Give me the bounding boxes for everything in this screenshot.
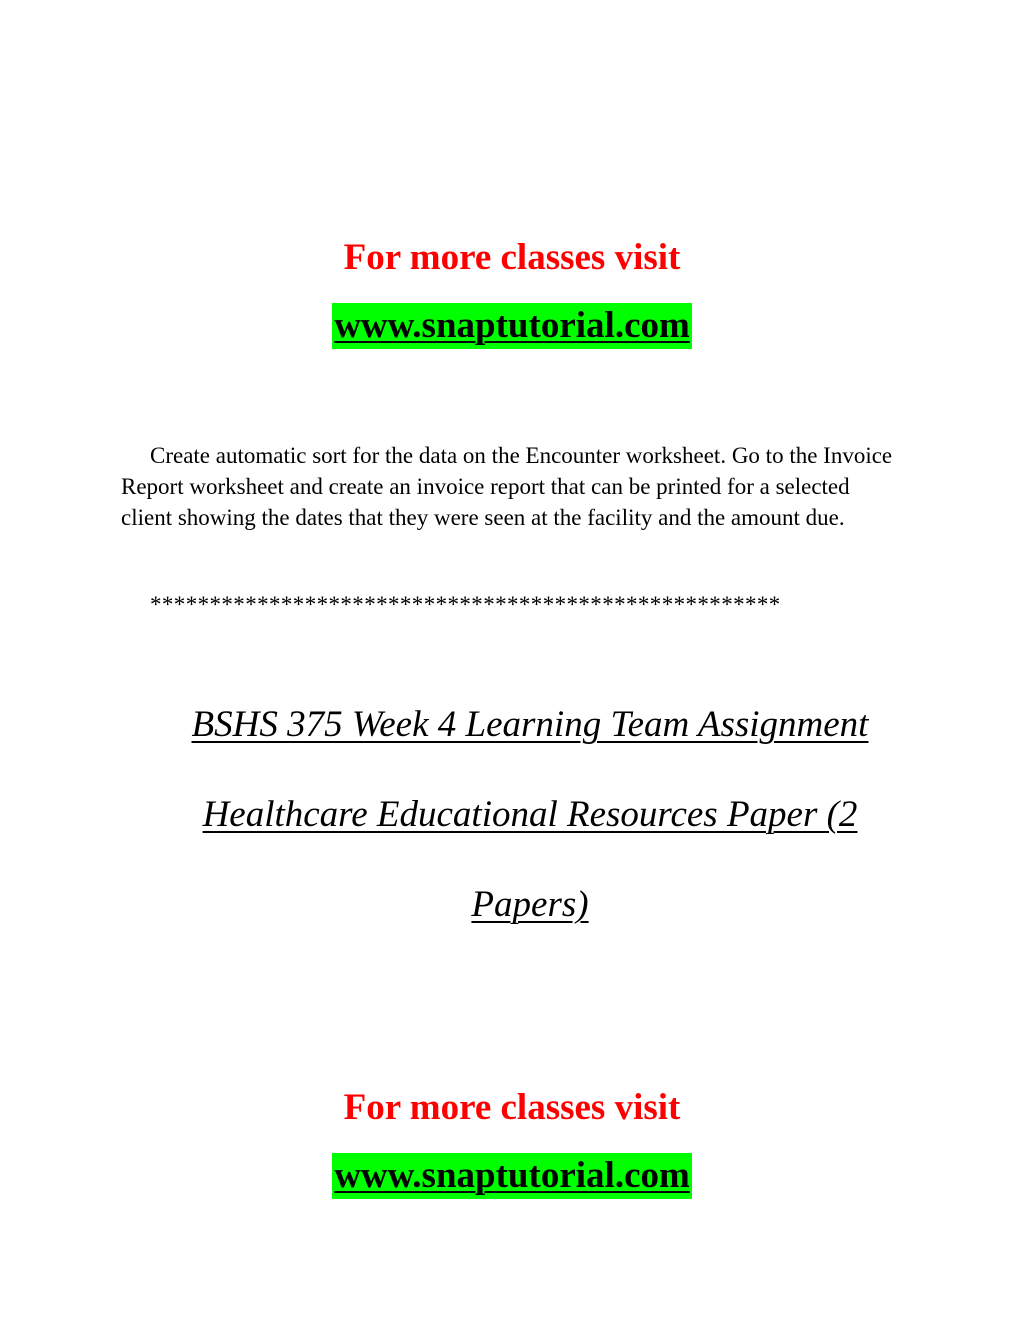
snaptutorial-link-top[interactable]: www.snaptutorial.com xyxy=(332,303,692,349)
course-title-line-3: Papers) xyxy=(471,884,589,925)
asterisk-separator: ***************************************************** xyxy=(150,592,781,617)
promo-heading-bottom: For more classes visit xyxy=(343,1087,681,1128)
assignment-description: Create automatic sort for the data on the Encounter worksheet. Go to the Invoice Report worksheet and create an invoice report that can be printed for a selected client showing the dates that they were seen at the facility and the amount due. xyxy=(121,443,893,530)
promo-link-wrap-bottom xyxy=(0,1153,1024,1199)
snaptutorial-link-bottom[interactable]: www.snaptutorial.com xyxy=(332,1153,692,1199)
course-title-line-1: BSHS 375 Week 4 Learning Team Assignment xyxy=(191,704,869,745)
course-title xyxy=(150,680,910,950)
promo-heading-top: For more classes visit xyxy=(343,237,681,278)
course-title-line-2: Healthcare Educational Resources Paper (2 xyxy=(202,794,858,835)
promo-link-wrap-top xyxy=(0,303,1024,349)
